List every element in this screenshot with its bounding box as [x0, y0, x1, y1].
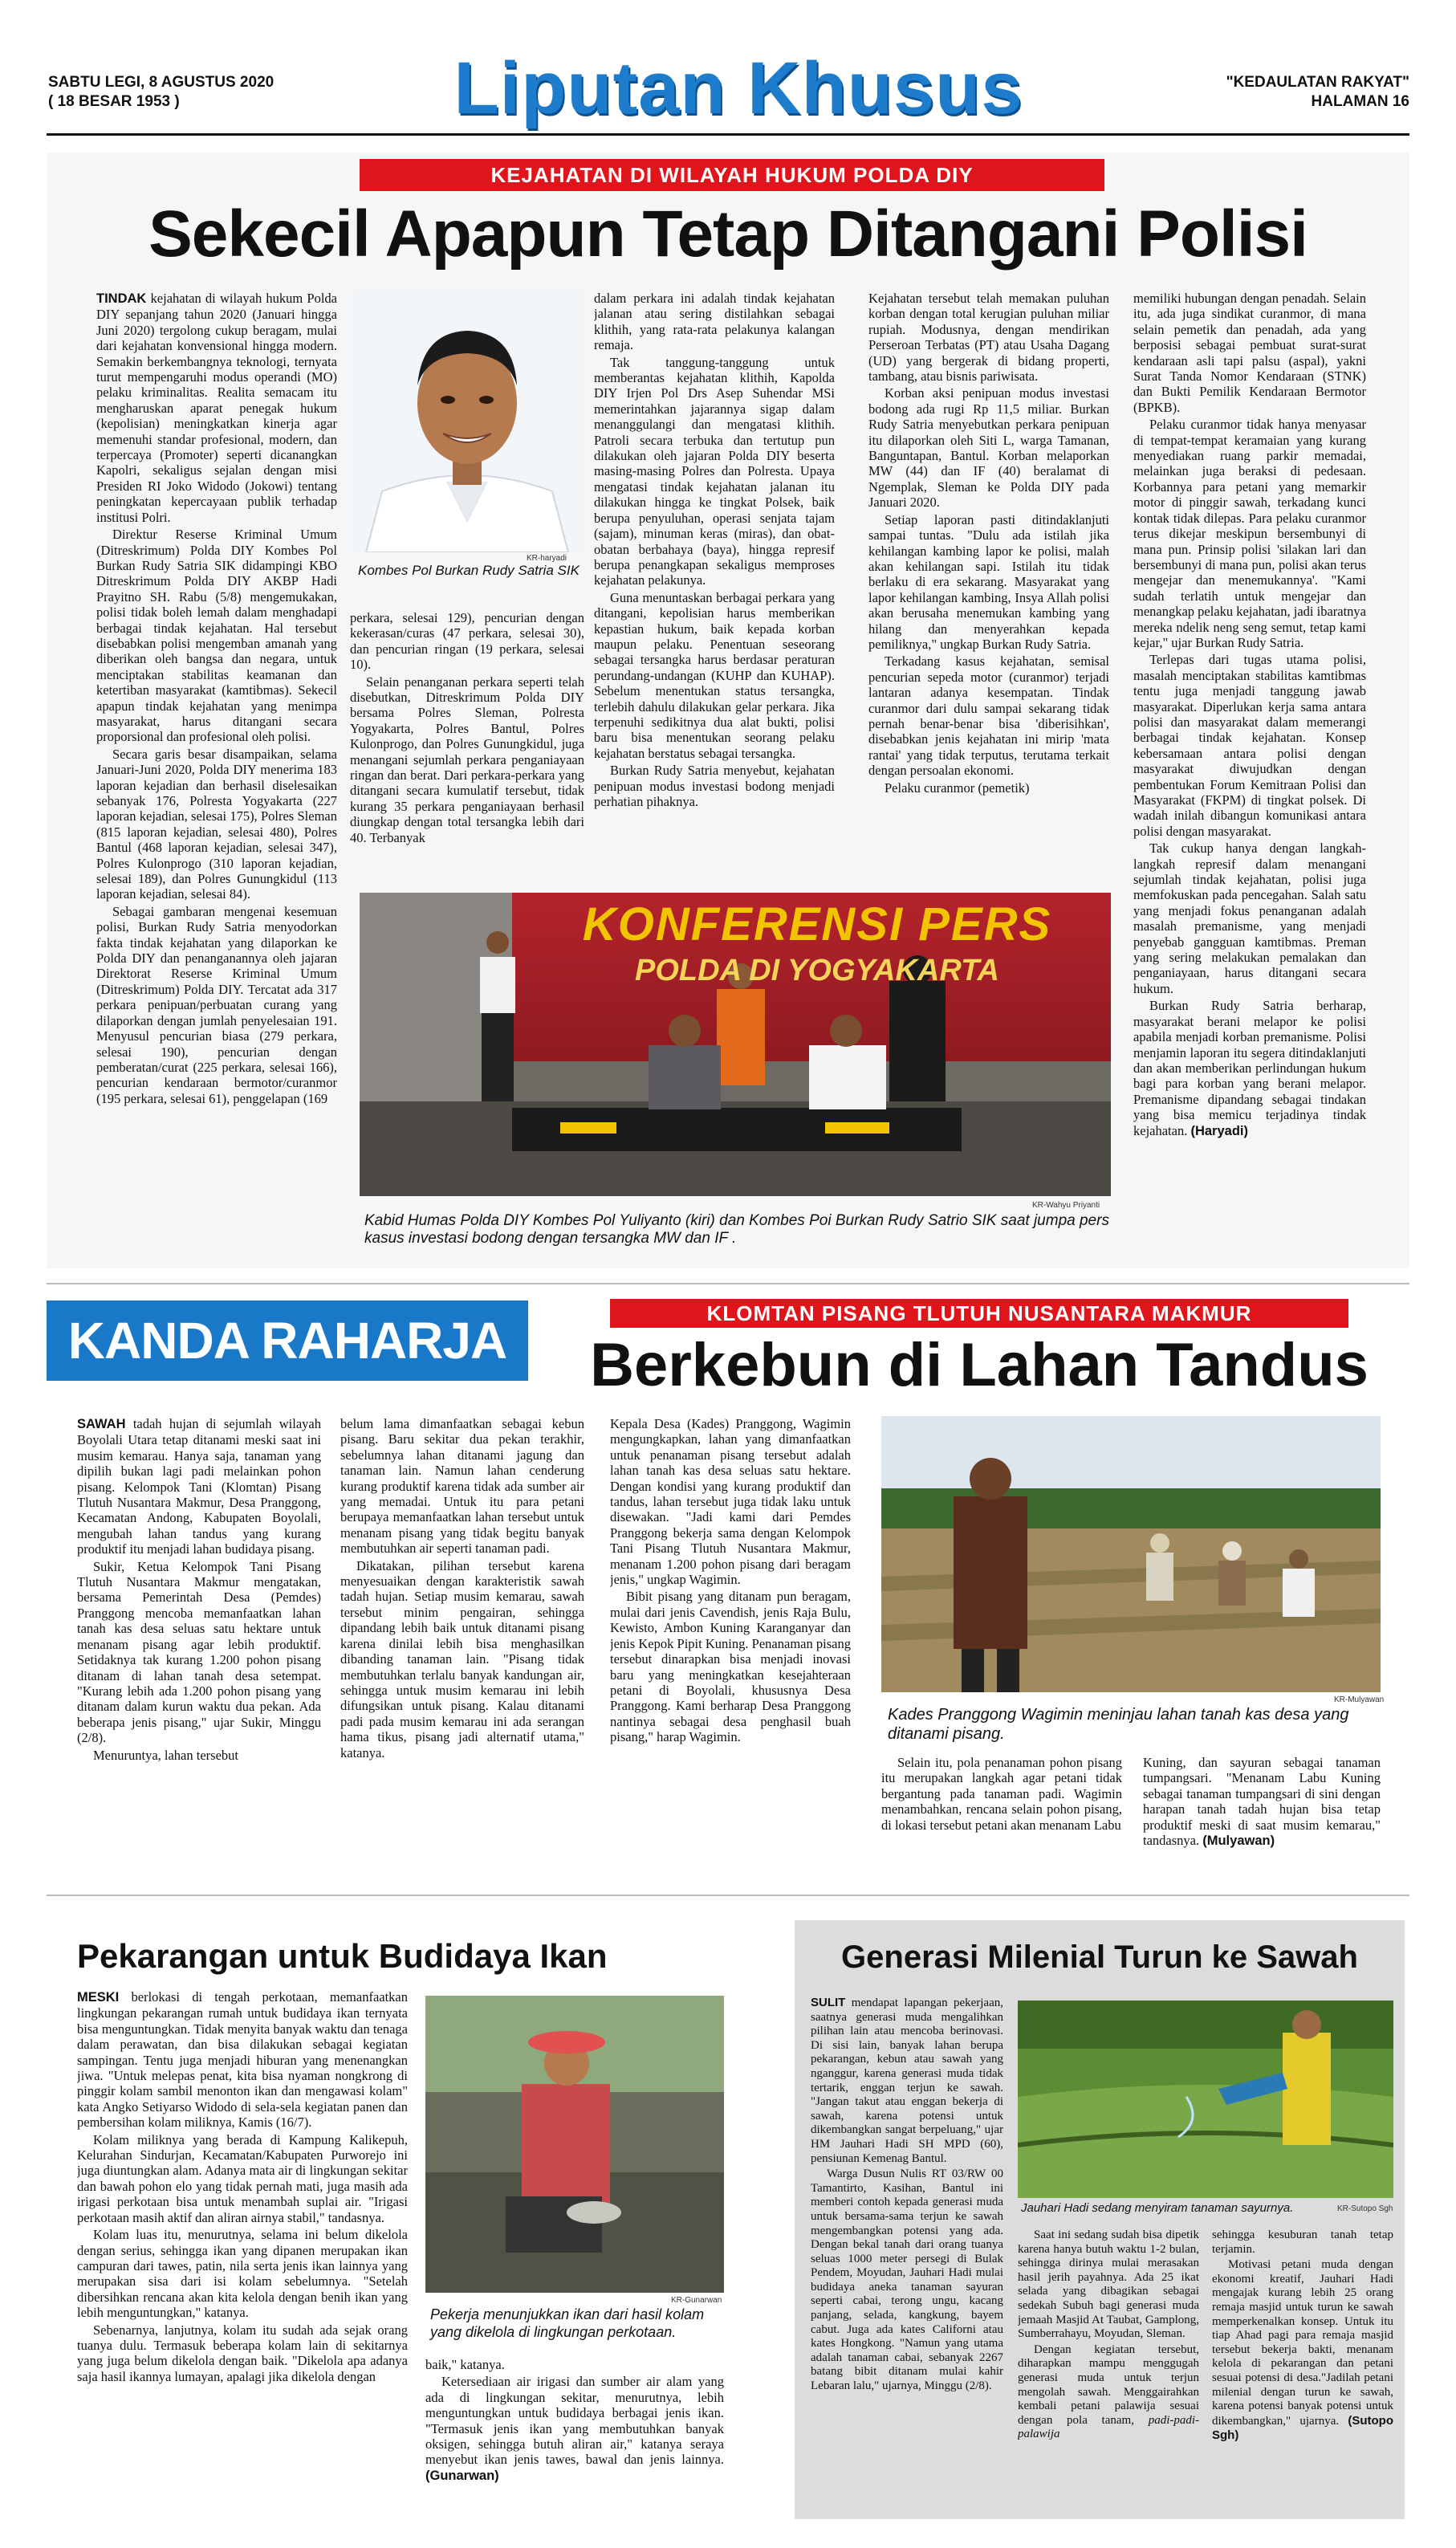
paragraph: berlokasi di tengah perkotaan, memanfaatkan lingkungan pekarangan rumah untuk budidaya ikan ternyata bisa menguntungkan. Tidak menyita banyak waktu dan tenaga dalam perawatan, dan bisa dilakukan sebagai kegiatan sampingan. Tentu juga menjadi hiburan yang menenangkan jiwa. "Untuk melepas penat, kita bisa nyaman nongkrong di pinggir kolam sambil menonton ikan dan mengawasi kolam" kata Angko Setiyarso Widodo di sela-sela kegiatan panen dan pembersihan kolam miliknya, Kamis (16/7).: [77, 1989, 408, 2131]
paragraph: mendapat lapangan pekerjaan, saatnya generasi muda mengalihkan pilihan lain atau mencoba berinovasi. Di sisi lain, banyak lahan berupa pekarangan, kebun atau sawah yang nganggur, karena generasi muda tidak tertarik, enggan terjun ke sawah. "Jangan takut atau enggan bekerja di sawah, karena potensi untuk dikembangkan sangat berpeluang," ujar HM Jauhari Hadi SH MPD (60), pensiunan Kemenag Bantul.: [811, 1996, 1003, 2165]
paragraph: Sukir, Ketua Kelompok Tani Pisang Tlutuh Nusantara Makmur mengatakan, bersama Pemerintah Desa (Pemdes) Pranggong mencoba memanfaatkan lahan tanah kas desa seluas satu hektare untuk menanam pisang agar lebih produktif. Setidaknya tak kurang 1.200 pohon pisang ditanam di lahan tanah desa setempat. "Kurang lebih ada 1.200 pohon pisang yang ditanam dalam kurun waktu dua pekan. Ada beberapa jenis pisang," ujar Sukir, Minggu (2/8).: [77, 1558, 321, 1746]
paragraph: Sebenarnya, lanjutnya, kolam itu sudah ada sejak orang tuanya dulu. Termasuk beberapa kolam lain di sekitarnya yang juga belum dikelola dengan baik. "Dikelola apa adanya saja hasil ikannya lumayan, apalagi jika dikelola dengan: [77, 2322, 408, 2384]
article4-lead-word: SULIT: [811, 1996, 846, 2009]
masthead-date-javanese: ( 18 BESAR 1953 ): [48, 93, 180, 110]
article2-column-4: [881, 1755, 1122, 1885]
press-photo-credit: KR-Wahyu Priyanti: [1032, 1201, 1100, 1210]
article2-column-2: [340, 1416, 584, 1883]
article1-lead-word: TINDAK: [96, 291, 147, 306]
masthead-date: SABTU LEGI, 8 AGUSTUS 2020: [48, 74, 275, 91]
paragraph: memiliki hubungan dengan penadah. Selain itu, ada juga sindikat curanmor, di mana selain pemetik dan penadah, ada yang berposisi sebagai pembuat surat-surat kendaraan asli tapi palsu (aspal), yakni Surat Tanda Nomor Kendaraan (STNK) dan Bukti Pemilik Kendaraan Bermotor (BPKB).: [1133, 291, 1366, 415]
article2-lead-word: SAWAH: [77, 1417, 126, 1431]
paragraph: Kejahatan tersebut telah memakan puluhan korban dengan total kerugian puluhan miliar rupiah. Modusnya, dengan mendirikan Perseroan Terbatas (PT) atau Usaha Dagang (UD) yang bergerak di bidang properti, tambang, atau bisnis pariwisata.: [868, 291, 1109, 385]
paragraph: Guna menuntaskan berbagai perkara yang ditangani, kepolisian harus memberikan kepastian hukum, baik kepada korban maupun pelaku. Penentuan seseorang sebagai tersangka harus berdasar peraturan perundang-undangan (KUHP dan KUHAP). Sebelum menentukan status tersangka, terlebih dahulu dilakukan gelar perkara. Jika terpenuhi sedikitnya dua alat bukti, polisi baru bisa menentukan seorang pelaku kejahatan berstatus sebagai tersangka.: [594, 589, 835, 761]
article4-headline: Generasi Milenial Turun ke Sawah: [841, 1939, 1358, 1975]
paragraph: Selain penanganan perkara seperti telah disebutkan, Ditreskrimum Polda DIY bersama Polres Sleman, Polresta Yogyakarta, Polres Bantul, Polres Kulonprogo, dan Polres Gunungkidul, juga menangani sejumlah perkara penganiayaan ringan dan berat. Dari perkara-perkara yang ditangani secara kumulatif tersebut, tidak kurang 35 perkara penganiayaan berhasil diungkap dengan total tersangka lebih dari 40. Terbanyak: [350, 674, 584, 845]
paragraph: kejahatan di wilayah hukum Polda DIY sepanjang tahun 2020 (Januari hingga Juni 2020) tergolong cukup beragam, mulai dari kejahatan konvensional hingga modern. Semakin berkembangnya teknologi, ternyata turut mempengaruhi modus operandi (MO) pelaku kriminalitas. Realita semacam itu mengharuskan aparat penegak hukum (kepolisian) meningkatkan kinerja agar memenuhi standar profesional, modern, dan terpercaya (Promoter) seperti dicanangkan Kapolri, sekaligus sejalan dengan misi Presiden RI Joko Widodo (Jokowi) tentang peningkatan kepercayaan publik terhadap institusi Polri.: [96, 291, 337, 525]
paragraph: Terkadang kasus kejahatan, semisal pencurian sepeda motor (curanmor) terjadi lantaran adanya kesempatan. Tindak curanmor dari dulu sampai sekarang tidak pernah benar-benar bisa 'diberisihkan', disebabkan jenis kejahatan ini mirip 'mata rantai' yang tidak terputus, terutama terkait dengan persoalan ekonomi.: [868, 653, 1109, 779]
paragraph: dalam perkara ini adalah tindak kejahatan jalanan atau sering distilahkan sebagai klithih, yang rata-rata pelakunya kalangan remaja.: [594, 291, 835, 353]
article1-column-4: [868, 291, 1109, 875]
article1-column-2: [350, 610, 584, 875]
paragraph: Secara garis besar disampaikan, selama Januari-Juni 2020, Polda DIY menerima 183 laporan kejadian dan berhasil diselesaikan sebanyak 176, Polresta Yogyakarta (227 laporan kejadian, selesai 175), Polres Sleman (815 laporan kejadian, selesai 480), Polres Bantul (468 laporan kejadian, selesai 347), Polres Kulonprogo (310 laporan kejadian, selesai 189), dan Polres Gunungkidul (113 laporan kejadian, selesai 84).: [96, 746, 337, 902]
article1-headline: Sekecil Apapun Tetap Ditangani Polisi: [148, 197, 1308, 271]
byline: (Mulyawan): [1202, 1834, 1275, 1849]
masthead-rule: [47, 133, 1409, 136]
paragraph: Kolam luas itu, menurutnya, selama ini belum dikelola dengan serius, sehingga ikan yang dipanen merupakan ikan campuran dari tawes, patin, nila serta jenis ikan lainnya yang merupakan sisa dari isi kolam sebelumnya. "Setelah dibersihkan rencana akan kita kelola dengan benih ikan yang lebih menguntungkan," katanya.: [77, 2227, 408, 2321]
article4-column-3: [1212, 2228, 1393, 2509]
article2-column-3: [610, 1416, 851, 1883]
article1-column-3: [594, 291, 835, 875]
paragraph: perkara, selesai 129), pencurian dengan kekerasan/curas (47 perkara, selesai 30), dan pencurian ringan (19 perkara, selesai 10).: [350, 610, 584, 673]
article2-headline: Berkebun di Lahan Tandus: [590, 1331, 1369, 1399]
article2-column-1: [77, 1416, 321, 1883]
paragraph: belum lama dimanfaatkan sebagai kebun pisang. Baru sekitar dua pekan terakhir, sebelumnya lahan ditanami jagung dan tanaman lain. Namun lahan cenderung kurang produktif karena tidak ada sumber air yang memadai. Untuk itu para petani berupaya memanfaatkan lahan tersebut untuk menanam pisang yang tidak begitu banyak membutuhkan air seperti tanaman padi.: [340, 1416, 584, 1557]
masthead: [0, 0, 1456, 153]
paragraph: Sebagai gambaran mengenai kesemuan polisi, Burkan Rudy Satria menyodorkan fakta tindak kejahatan yang dilaporkan ke Polda DIY dan penanganannya oleh jajaran Direktorat Reserse Kriminal Umum (Ditreskrimum) Polda DIY. Tercatat ada 317 perkara penipuan/perbuatan curang yang dilaporkan dengan jumlah penyelesaian 191. Menyusul pencurian biasa (279 perkara, selesai 190), pencurian dengan pemberatan/curat (225 perkara, selesai 166), pencurian kendaraan bermotor/curanmor (195 perkara, selesai 61), penggelapan (169: [96, 903, 337, 1106]
article4-column-1: [811, 1996, 1003, 2509]
paragraph: Ketersediaan air irigasi dan sumber air alam yang ada di lingkungan sekitar, menurutnya, lebih menguntungkan untuk budidaya berbagai jenis ikan. "Termasuk jenis ikan yang membutuhkan banyak oksigen, sehingga butuh aliran air," katanya seraya menyebut ikan jenis tawes, bawal dan jenis lainnya.: [425, 2374, 724, 2468]
paragraph: Terlepas dari tugas utama polisi, masalah menciptakan stabilitas kamtibmas tentu juga menjadi tanggung jawab masyarakat. Diperlukan kerja sama antara polisi dan masyarakat dalam memerangi berbagai tindak kejahatan. Konsep kebersamaan antara polisi dengan masyarakat diwujudkan dengan pembentukan Forum Kemitraan Polisi dan Masyarakat (FKPM) di tingkat polsek. Di wadah inilah dibangun komunikasi antara polisi dengan masyarakat.: [1133, 652, 1366, 839]
article3-column-2: [425, 2357, 724, 2509]
banana-photo-caption: Kades Pranggong Wagimin meninjau lahan tanah kas desa yang ditanami pisang.: [888, 1706, 1349, 1743]
paragraph: Burkan Rudy Satria berharap, masyarakat berani melapor ke polisi apabila menjadi korban premanisme. Polisi menjamin laporan itu segera ditindaklanjuti dan akan memberikan perlindungan hukum bagi para korban yang berani melapor. Premanisme dipandang sebagai tindakan yang bisa memicu terjadinya tindak kejahatan.: [1133, 998, 1366, 1138]
paragraph: Direktur Reserse Kriminal Umum (Ditreskrimum) Polda DIY Kombes Pol Burkan Rudy Satria SIK didampingi KBO Ditreskrimum Polda DIY AKBP Hadi Prayitno SH. Rabu (5/8) mengemukakan, polisi tidak boleh lemah dalam menghadapi berbagai tindak kejahatan. Hal tersebut disebabkan polisi mengemban amanah yang diberikan oleh bangsa dan negara, untuk menciptakan stabilitas keamanan dan ketertiban masyarakat (kamtibmas). Sekecil apapun tindak kejahatan yang menimpa masyarakat, harus ditangani secara proporsional dan profesional oleh polisi.: [96, 527, 337, 745]
paragraph: Kolam miliknya yang berada di Kampung Kalikepuh, Kelurahan Sindurjan, Kecamatan/Kabupaten Purworejo ini juga diuntungkan alam. Adanya mata air di lingkungan sekitar dan bawah pohon elo yang tidak pernah mati, juga masih ada irigasi perkotaan bisa untuk menambah suplai air. "Irigasi perkotaan masih aktif dan aliran airnya stabil," tandasnya.: [77, 2131, 408, 2225]
paragraph: tadah hujan di sejumlah wilayah Boyolali Utara tetap ditanami meski saat ini musim kemarau. Hanya saja, tanaman yang dipilih bukan lagi padi melainkan pohon pisang. Kelompok Tani (Klomtan) Pisang Tlutuh Nusantara Makmur, Desa Pranggong, Kecamatan Andong, Kabupaten Boyolali, mengubah lahan tandus yang kurang produktif itu menjadi lahan budidaya pisang.: [77, 1416, 321, 1557]
article3-lead-word: MESKI: [77, 1990, 120, 2005]
banana-photo-credit: KR-Mulyawan: [1334, 1695, 1385, 1704]
article1-kicker: KEJAHATAN DI WILAYAH HUKUM POLDA DIY: [360, 159, 1104, 191]
section-title: Liputan Khusus: [453, 47, 1023, 129]
watering-vegetables-photo: [1018, 2001, 1393, 2198]
press-conference-photo: [360, 893, 1111, 1196]
paragraph: Dikatakan, pilihan tersebut karena menyesuaikan dengan karakteristik sawah tadah hujan. Setiap musim kemarau, sawah tersebut minim pengairan, sehingga dipandang lebih baik untuk ditanami pisang karena dinilai lebih bisa menghasilkan dibanding tanaman lain. "Pisang tidak membutuhkan terlalu banyak kandungan air, sehingga untuk musim kemarau ini lebih difungsikan untuk pisang. Kalau ditanami padi pada musim kemarau ini ada serangan hama tikus, pisang jadi alternatif utama," katanya.: [340, 1557, 584, 1760]
paragraph: Bibit pisang yang ditanam pun beragam, mulai dari jenis Cavendish, jenis Raja Bulu, Kewisto, Ambon Kuning Karanganyar dan jenis Kepok Pipit Kuning. Penanaman pisang tersebut dinarapkan bisa menjadi inovasi baru yang meningkatkan kesejahteraan petani di Boyolali, khususnya Desa Pranggong. Kami berharap Desa Pranggong nantinya sebagai desa penghasil buah pisang," harap Wagimin.: [610, 1589, 851, 1745]
paragraph: Pelaku curanmor tidak hanya menyasar di tempat-tempat keramaian yang kurang menyediakan ruang parkir memadai, melainkan juga beraksi di pedesaan. Korbannya para petani yang memarkir motor di pinggir sawah, terkadang kunci kontak tidak dilepas. Para pelaku curanmor terus dikejar meskipun bersembunyi di mana pun. Prinsip polisi 'silakan lari dan bersembunyi di mana pun, polisi akan terus mengejar dan menemukannya'. "Kami sudah terlatih untuk mengejar dan menangkap pelaku kejahatan, jadi ibaratnya mereka ndelik neng seng semut, tetap kami kejar," ujar Burkan Rudy Satria.: [1133, 417, 1366, 650]
watering-photo-credit: KR-Sutopo Sgh: [1337, 2204, 1393, 2213]
article1-column-1: [96, 291, 337, 1260]
paragraph: baik," katanya.: [425, 2357, 505, 2372]
watering-photo-caption: Jauhari Hadi sedang menyiram tanaman sayurnya.: [1021, 2201, 1294, 2215]
paragraph: Saat ini sedang sudah bisa dipetik karena hanya butuh waktu 1-2 bulan, sehingga dirinya mulai merasakan hasil jerih payahnya. Ada 25 ikat selada yang dibagikan sebagai sedekah Subuh bagi generasi muda jemaah Masjid At Taubat, Gamplong, Sumberrahayu, Moyudan, Sleman.: [1018, 2228, 1199, 2341]
portrait-photo: [350, 291, 584, 552]
article2-column-5: [1143, 1755, 1381, 1885]
press-banner-text: KONFERENSI PERS: [582, 898, 1052, 950]
press-photo-caption: Kabid Humas Polda DIY Kombes Pol Yuliyanto (kiri) dan Kombes Poi Burkan Rudy Satrio SIK saat jumpa pers kasus investasi bodong dengan tersangka MW dan IF .: [364, 1212, 1109, 1247]
kanda-raharja-label: KANDA RAHARJA: [67, 1312, 507, 1370]
fish-pond-photo: [425, 1996, 724, 2293]
divider: [47, 1283, 1409, 1284]
paragraph: Tak tanggung-tanggung untuk memberantas kejahatan klithih, Kapolda DIY Irjen Pol Drs Asep Suhendar MSi memerintahkan jajarannya sigap dalam menanggulangi dan mengatasi klithih. Patroli secara terbuka dan tertutup pun dilakukan oleh jajaran Polda DIY beserta masing-masing Polres dan Polresta. Upaya mengatasi tindak kejahatan jalanan itu dilakukan hingga ke tingkat Polsek, baik berupa penyuluhan, operasi senjata tajam (sajam), minuman keras (miras), dan obat-obatan berbahaya (baya), hingga represif berupa penangkapan sekaligus memproses kejahatan pelakunya.: [594, 354, 835, 588]
paragraph: Setiap laporan pasti ditindaklanjuti sampai tuntas. "Dulu ada istilah jika kehilangan kambing lapor ke polisi, malah akan kehilangan sapi. Istilah itu tidak berlaku di era sekarang. Masyarakat yang lapor kehilangan kambing, Insya Allah polisi akan berusaha menemukan kambing yang hilang dan menyerahkan kepada pemiliknya," ungkap Burkan Rudy Satria.: [868, 511, 1109, 652]
banana-field-photo: [881, 1416, 1381, 1692]
article3-headline: Pekarangan untuk Budidaya Ikan: [77, 1937, 608, 1975]
article3-column-1: [77, 1989, 408, 2513]
paragraph: Pelaku curanmor (pemetik): [885, 779, 1030, 796]
paragraph: Burkan Rudy Satria menyebut, kejahatan penipuan modus investasi bodong menjadi perhatian pihaknya.: [594, 763, 835, 809]
paragraph: Menuruntya, lahan tersebut: [93, 1747, 238, 1763]
article2-kicker: KLOMTAN PISANG TLUTUH NUSANTARA MAKMUR: [610, 1299, 1348, 1328]
divider: [47, 1895, 1409, 1896]
masthead-page-number: HALAMAN 16: [1311, 93, 1409, 110]
paragraph: Motivasi petani muda dengan ekonomi kreatif, Jauhari Hadi mengajak kurang lebih 25 orang remaja masjid untuk turun ke sawah memperkenalkan konsep. Untuk itu tiap Ahad pagi para remaja masjid tersebut bekerja bakti, menanam kelola di pekarangan dan petani sesuai potensi di desa."Jadilah petani milenial dengan turun ke sawah, karena potensi banyak potensi untuk dikembangkan," ujarnya.: [1212, 2258, 1393, 2428]
paragraph-emphasis: padi-padi-palawija: [1018, 2413, 1199, 2441]
press-banner-subtext: POLDA DI YOGYAKARTA: [635, 954, 999, 987]
article4-column-2: [1018, 2228, 1199, 2509]
paragraph: Selain itu, pola penanaman pohon pisang itu merupakan langkah agar petani tidak bergantung pada tanaman padi. Wagimin menambahkan, rencana selain pohon pisang, di lokasi tersebut petani akan menanam Labu: [881, 1755, 1122, 1833]
byline: (Gunarwan): [425, 2468, 499, 2483]
article1-column-5: [1133, 291, 1366, 1264]
paragraph: Kuning, dan sayuran sebagai tanaman tumpangsari. "Menanam Labu Kuning sebagai tanaman tumpangsari di sini dengan harapan tanah tadah hujan bisa tetap produktif meski di saat musim kemarau," tandasnya.: [1143, 1755, 1381, 1849]
masthead-paper-name: "KEDAULATAN RAKYAT": [1226, 74, 1409, 91]
paragraph: Kepala Desa (Kades) Pranggong, Wagimin mengungkapkan, lahan yang dimanfaatkan untuk penanaman pisang tersebut adalah lahan tanah kas desa seluas satu hektare. Dengan kondisi yang kurang produktif dan tandus, lahan tersebut juga tidak laku untuk disewakan. "Jadi kami dari Pemdes Pranggong bekerja sama dengan Kelompok Tani Pisang Tlutuh Nusantara Makmur, menanam 1.200 pohon pisang dari beragam jenis," ungkap Wagimin.: [610, 1416, 851, 1588]
portrait-credit: KR-haryadi: [527, 554, 567, 563]
byline: (Sutopo Sgh): [1212, 2413, 1393, 2443]
paragraph: Tak cukup hanya dengan langkah-langkah represif dalam menangani sejumlah tindak kejahatan, polisi juga memfokuskan pada pencegahan. Salah satu yang menjadi fokus penanganan adalah masalah premanisme, yang menjadi penyebab gangguan kamtibmas. Preman yang sering melakukan pemalakan dan penganiayaan, harus ditangani secara hukum.: [1133, 841, 1366, 996]
portrait-caption: Kombes Pol Burkan Rudy Satria SIK: [358, 563, 580, 578]
fish-photo-caption: Pekerja menunjukkan ikan dari hasil kolam yang dikelola di lingkungan perkotaan.: [430, 2306, 705, 2340]
paragraph: Warga Dusun Nulis RT 03/RW 00 Tamantirto, Kasihan, Bantul ini memberi contoh kepada generasi muda untuk bersama-sama terjun ke sawah mengembangkan potensi yang ada. Dengan bekal tanah dari orang tuanya seluas 1000 meter persegi di Bulak Pendem, Moyudan, Jauhari Hadi mulai budidaya aneka tanaman sayuran seperti cabai, terong ungu, kacang panjang, selada, kangkung, bayem cabut. Juga ada kates Californi atau kates Hongkong. "Namun yang utama adalah tanaman cabai, sebanyak 2267 batang bibit ditanam mulai kahir Lebaran lalu," ujarnya, Minggu (2/8).: [811, 2167, 1003, 2393]
paragraph: Dengan kegiatan tersebut, diharapkan mampu menggugah generasi muda untuk terjun mengolah sawah. Menggairahkan kembali petani palawija sesuai dengan pola tanam,: [1018, 2342, 1199, 2427]
paragraph: Korban aksi penipuan modus investasi bodong ada rugi Rp 11,5 miliar. Burkan Rudy Satria menyebutkan perkara penipuan itu dilaporkan oleh Siti L, warga Tamanan, Banguntapan, Bantul. Korban melaporkan MW (44) dan IF (40) beralamat di Ngemplak, Sleman ke Polda DIY pada Januari 2020.: [868, 385, 1109, 511]
byline: (Haryadi): [1190, 1123, 1248, 1138]
fish-photo-credit: KR-Gunarwan: [671, 2296, 722, 2305]
paragraph: sehingga kesuburan tanah tetap terjamin.: [1212, 2228, 1393, 2256]
